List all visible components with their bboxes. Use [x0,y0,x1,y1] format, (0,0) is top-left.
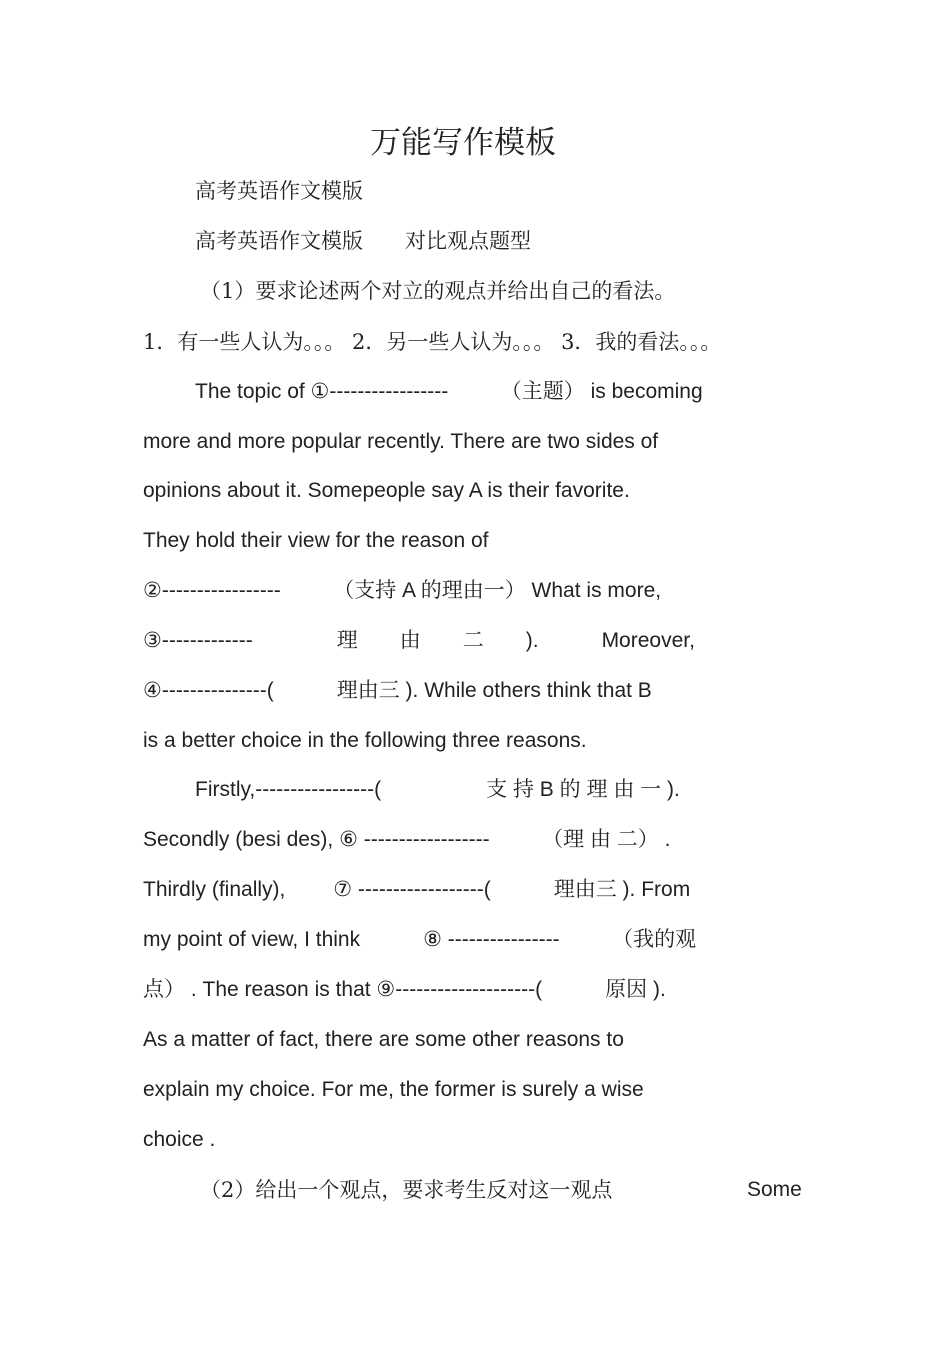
template-line-15: explain my choice. For me, the former is surely a wise [143,1078,644,1101]
subtitle-1: 高考英语作文模版 [195,179,363,203]
template-line-13: 点） . The reason is that ⑨--------------------( 原因 ). [143,978,666,1001]
section-2-heading: （2）给出一个观点，要求考生反对这一观点 [200,1178,613,1202]
template-line-12: my point of view, I think ⑧ ---------------- （我的观 [143,928,697,951]
section-1-heading: （1）要求论述两个对立的观点并给出自己的看法。 [200,279,676,303]
template-line-3: opinions about it. Somepeople say A is their favorite. [143,479,630,502]
template-line-8: is a better choice in the following three reasons. [143,729,587,752]
template-line-6: ③------------- 理 由 二 ). Moreover, [143,629,695,652]
document-title: 万能写作模板 [370,125,556,161]
template-line-7: ④---------------( 理由三 ). While others think that B [143,679,652,702]
template-line-4: They hold their view for the reason of [143,529,489,552]
template-line-16: choice . [143,1128,216,1151]
subtitle-2: 高考英语作文模版 对比观点题型 [195,229,531,253]
template-line-10: Secondly (besi des), ⑥ ------------------ （理 由 二） . [143,828,671,851]
template-line-9: Firstly,-----------------( 支 持 B 的 理 由 一 ). [195,778,680,801]
template-line-11: Thirdly (finally), ⑦ ------------------( 理由三 ). From [143,878,691,901]
template-line-5: ②----------------- （支持 A 的理由一） What is more, [143,579,662,602]
section-1-points: 1．有一些人认为。。。 2．另一些人认为。。。 3．我的看法。。。 [143,330,722,354]
template-line-14: As a matter of fact, there are some other reasons to [143,1028,624,1051]
section-2-trailing-text: Some [747,1178,802,1201]
template-line-2: more and more popular recently. There are two sides of [143,430,659,453]
template-line-1: The topic of ①----------------- （主题） is becoming [195,380,703,403]
